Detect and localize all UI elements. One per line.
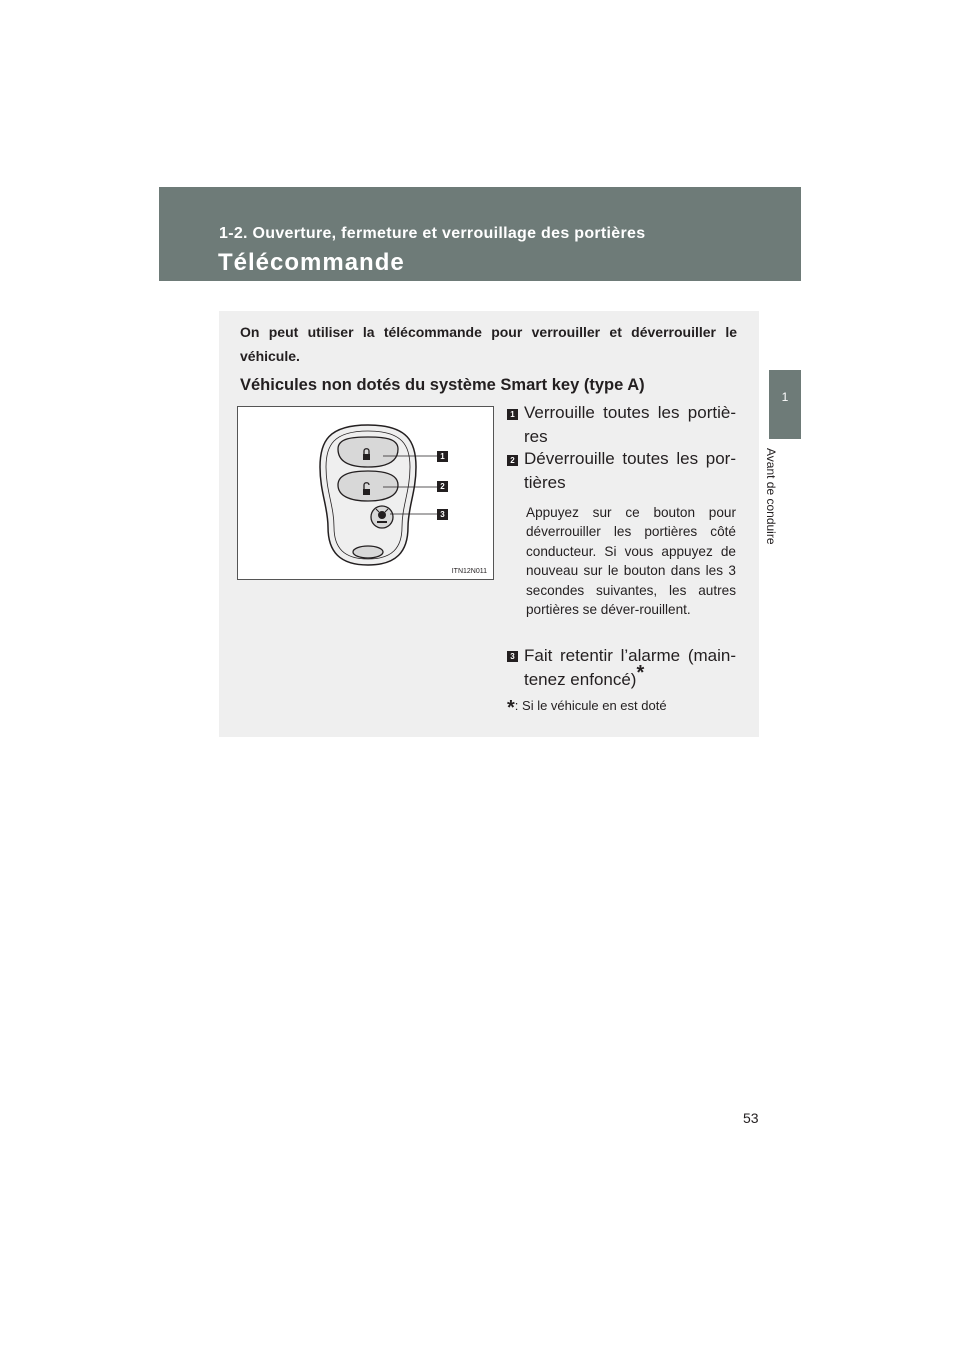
callout-1: 1	[437, 451, 448, 462]
item-3	[524, 644, 736, 692]
chapter-label: Avant de conduire	[764, 448, 778, 545]
footnote-marker: *	[507, 697, 515, 719]
page-title: Télécommande	[218, 249, 405, 276]
item-3-text: Fait retentir l’alarme (main-tenez enfoncé)	[524, 646, 736, 689]
item-3-footnote-marker: *	[636, 662, 645, 684]
intro-text: On peut utiliser la télécommande pour verrouiller et déverrouiller le véhicule.	[240, 324, 737, 364]
subheading: Véhicules non dotés du système Smart key (type A)	[240, 376, 645, 394]
footnote	[507, 697, 667, 720]
callout-2: 2	[437, 481, 448, 492]
item-1-text: Verrouille toutes les portiè-res	[524, 403, 736, 446]
item-1-badge: 1	[507, 409, 518, 420]
chapter-side-label	[764, 448, 794, 568]
figure-code: ITN12N011	[451, 568, 487, 575]
remote-key-illustration	[238, 407, 495, 581]
item-3-badge: 3	[507, 651, 518, 662]
section-title: 1-2. Ouverture, fermeture et verrouillage des portières	[219, 225, 646, 242]
item-2-badge: 2	[507, 455, 518, 466]
remote-key-figure	[237, 406, 494, 580]
chapter-tab	[769, 370, 801, 439]
item-2-note: Appuyez sur ce bouton pour déverrouiller les portières côté conducteur. Si vous appuyez de nouveau sur le bouton dans les 3 secondes suivantes, les autres portières se déver-rouillent.	[526, 505, 736, 618]
item-2-text: Déverrouille toutes les por-tières	[524, 449, 736, 492]
callout-3: 3	[437, 509, 448, 520]
chapter-number: 1	[781, 390, 789, 404]
footnote-text: : Si le véhicule en est doté	[514, 698, 667, 713]
page-number: 53	[743, 1110, 759, 1126]
chapter-header	[159, 187, 801, 281]
